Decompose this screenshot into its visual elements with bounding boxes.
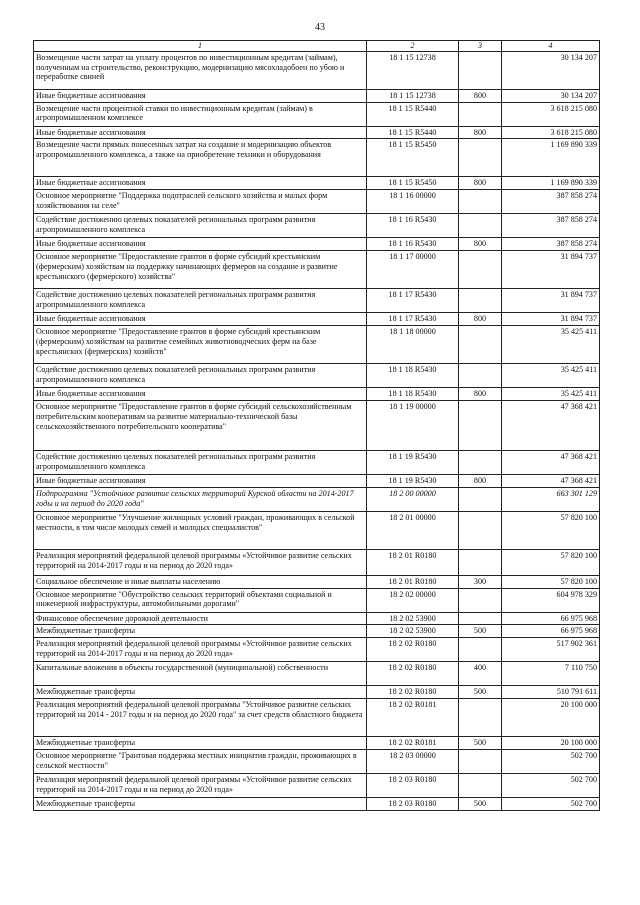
row-code: 18 2 02 R0181 <box>367 737 459 750</box>
row-code: 18 1 15 R5450 <box>367 177 459 190</box>
row-expense-type: 800 <box>459 177 502 190</box>
column-header-4: 4 <box>502 41 600 52</box>
row-amount: 387 858 274 <box>502 238 600 251</box>
row-code: 18 2 02 R0181 <box>367 699 459 737</box>
row-expense-type <box>459 289 502 313</box>
row-name: Основное мероприятие "Предоставление грантов в форме субсидий сельскохозяйственным потребительским кооперативам на развитие материально-технической базы сельскохозяйственного потребительского кооператива" <box>34 400 367 450</box>
table-row <box>34 89 600 102</box>
row-name: Капитальные вложения в объекты государственной (муниципальной) собственности <box>34 662 367 686</box>
row-amount: 3 618 215 080 <box>502 126 600 139</box>
row-code: 18 2 02 R0180 <box>367 662 459 686</box>
row-code: 18 1 18 00000 <box>367 326 459 364</box>
row-expense-type <box>459 699 502 737</box>
row-code: 18 1 19 R5430 <box>367 450 459 474</box>
row-expense-type: 500 <box>459 798 502 811</box>
row-amount: 502 700 <box>502 774 600 798</box>
row-name: Иные бюджетные ассигнования <box>34 177 367 190</box>
row-name: Финансовое обеспечение дорожной деятельности <box>34 612 367 625</box>
table-row <box>34 102 600 126</box>
row-expense-type <box>459 774 502 798</box>
row-name: Межбюджетные трансферты <box>34 798 367 811</box>
row-code: 18 2 00 00000 <box>367 487 459 511</box>
budget-table <box>33 40 600 811</box>
row-expense-type: 800 <box>459 126 502 139</box>
row-amount: 57 820 100 <box>502 575 600 588</box>
table-row <box>34 289 600 313</box>
row-code: 18 1 15 R5440 <box>367 126 459 139</box>
row-amount: 31 894 737 <box>502 313 600 326</box>
row-expense-type <box>459 511 502 549</box>
row-code: 18 1 17 00000 <box>367 251 459 289</box>
column-header-2: 2 <box>367 41 459 52</box>
table-row <box>34 177 600 190</box>
column-header-1: 1 <box>34 41 367 52</box>
row-amount: 66 975 968 <box>502 625 600 638</box>
table-row <box>34 737 600 750</box>
table-row <box>34 190 600 214</box>
table-row <box>34 400 600 450</box>
row-name: Межбюджетные трансферты <box>34 625 367 638</box>
row-name: Подпрограмма "Устойчивое развитие сельских территорий Курской области на 2014-2017 годы и на период до 2020 года" <box>34 487 367 511</box>
table-row <box>34 638 600 662</box>
row-name: Иные бюджетные ассигнования <box>34 238 367 251</box>
row-name: Основное мероприятие "Улучшение жилищных условий граждан, проживающих в сельской местности, в том числе молодых семей и молодых специалистов" <box>34 511 367 549</box>
row-name: Реализация мероприятий федеральной целевой программы "Устойчивое развитие сельских территорий на 2014 - 2017 годы и на период до 2020 года" за счет средств областного бюджета <box>34 699 367 737</box>
row-amount: 1 169 890 339 <box>502 177 600 190</box>
row-expense-type <box>459 51 502 89</box>
row-code: 18 2 02 53900 <box>367 612 459 625</box>
row-name: Содействие достижению целевых показателей региональных программ развития агропромышленного комплекса <box>34 214 367 238</box>
table-row <box>34 474 600 487</box>
row-code: 18 2 03 R0180 <box>367 798 459 811</box>
row-code: 18 1 17 R5430 <box>367 289 459 313</box>
row-expense-type <box>459 450 502 474</box>
row-code: 18 1 17 R5430 <box>367 313 459 326</box>
column-number-row <box>34 41 600 52</box>
table-row <box>34 388 600 401</box>
row-amount: 47 368 421 <box>502 400 600 450</box>
row-code: 18 1 15 12738 <box>367 89 459 102</box>
row-amount: 7 110 750 <box>502 662 600 686</box>
row-amount: 517 902 361 <box>502 638 600 662</box>
row-name: Содействие достижению целевых показателей региональных программ развития агропромышленного комплекса <box>34 364 367 388</box>
row-expense-type: 500 <box>459 686 502 699</box>
row-name: Возмещение части процентной ставки по инвестиционным кредитам (займам) в агропромышленном комплексе <box>34 102 367 126</box>
row-amount: 387 858 274 <box>502 214 600 238</box>
row-code: 18 1 15 R5450 <box>367 139 459 177</box>
row-amount: 30 134 207 <box>502 89 600 102</box>
table-row <box>34 750 600 774</box>
row-amount: 57 820 100 <box>502 549 600 575</box>
row-expense-type <box>459 214 502 238</box>
row-code: 18 1 16 R5430 <box>367 238 459 251</box>
row-code: 18 1 18 R5430 <box>367 364 459 388</box>
row-amount: 663 301 129 <box>502 487 600 511</box>
row-amount: 30 134 207 <box>502 51 600 89</box>
row-name: Содействие достижению целевых показателей региональных программ развития агропромышленного комплекса <box>34 289 367 313</box>
row-expense-type <box>459 612 502 625</box>
row-name: Реализация мероприятий федеральной целевой программы «Устойчивое развитие сельских территорий на 2014-2017 годы и на период до 2020 года» <box>34 774 367 798</box>
row-expense-type <box>459 251 502 289</box>
row-amount: 47 368 421 <box>502 474 600 487</box>
table-row <box>34 774 600 798</box>
row-amount: 604 978 329 <box>502 588 600 612</box>
row-expense-type: 800 <box>459 388 502 401</box>
row-amount: 31 894 737 <box>502 251 600 289</box>
table-row <box>34 139 600 177</box>
row-name: Возмещение части затрат на уплату процентов по инвестиционным кредитам (займам), полученным на строительство, реконструкцию, модернизацию мясохладобоен по убою и переработке свиней <box>34 51 367 89</box>
row-code: 18 1 19 R5430 <box>367 474 459 487</box>
table-row <box>34 51 600 89</box>
row-expense-type <box>459 190 502 214</box>
row-amount: 502 700 <box>502 750 600 774</box>
row-name: Иные бюджетные ассигнования <box>34 126 367 139</box>
row-name: Основное мероприятие "Предоставление грантов в форме субсидий крестьянским (фермерским) хозяйствам на развитие семейных животноводческих ферм на базе крестьянских (фермерских) хозяйств" <box>34 326 367 364</box>
row-name: Иные бюджетные ассигнования <box>34 474 367 487</box>
row-amount: 47 368 421 <box>502 450 600 474</box>
table-row <box>34 549 600 575</box>
row-name: Иные бюджетные ассигнования <box>34 388 367 401</box>
row-expense-type: 800 <box>459 238 502 251</box>
row-expense-type <box>459 588 502 612</box>
row-expense-type <box>459 400 502 450</box>
table-row <box>34 238 600 251</box>
row-expense-type <box>459 364 502 388</box>
row-code: 18 2 01 R0180 <box>367 549 459 575</box>
row-expense-type: 300 <box>459 575 502 588</box>
row-amount: 35 425 411 <box>502 364 600 388</box>
row-amount: 31 894 737 <box>502 289 600 313</box>
row-expense-type <box>459 549 502 575</box>
row-expense-type <box>459 102 502 126</box>
row-expense-type: 500 <box>459 625 502 638</box>
row-amount: 57 820 100 <box>502 511 600 549</box>
row-amount: 502 700 <box>502 798 600 811</box>
row-expense-type <box>459 750 502 774</box>
row-name: Межбюджетные трансферты <box>34 737 367 750</box>
row-name: Основное мероприятие "Поддержка подотраслей сельского хозяйства и малых форм хозяйствования на селе" <box>34 190 367 214</box>
row-amount: 1 169 890 339 <box>502 139 600 177</box>
table-row <box>34 612 600 625</box>
row-code: 18 2 03 00000 <box>367 750 459 774</box>
table-row <box>34 313 600 326</box>
row-expense-type <box>459 638 502 662</box>
row-name: Иные бюджетные ассигнования <box>34 313 367 326</box>
row-code: 18 1 18 R5430 <box>367 388 459 401</box>
row-amount: 35 425 411 <box>502 388 600 401</box>
row-amount: 387 858 274 <box>502 190 600 214</box>
row-amount: 20 100 000 <box>502 737 600 750</box>
table-row <box>34 214 600 238</box>
page-number: 43 <box>315 22 325 33</box>
row-code: 18 1 16 00000 <box>367 190 459 214</box>
table-row <box>34 364 600 388</box>
table-row <box>34 798 600 811</box>
table-row <box>34 487 600 511</box>
row-amount: 35 425 411 <box>502 326 600 364</box>
row-code: 18 2 02 53900 <box>367 625 459 638</box>
row-code: 18 2 02 R0180 <box>367 686 459 699</box>
row-code: 18 2 01 00000 <box>367 511 459 549</box>
row-code: 18 1 16 R5430 <box>367 214 459 238</box>
row-name: Основное мероприятие "Обустройство сельских территорий объектами социальной и инженерной инфраструктуры, автомобильными дорогами" <box>34 588 367 612</box>
row-amount: 510 791 611 <box>502 686 600 699</box>
table-row <box>34 450 600 474</box>
row-code: 18 1 15 R5440 <box>367 102 459 126</box>
row-code: 18 2 01 R0180 <box>367 575 459 588</box>
table-row <box>34 575 600 588</box>
table-row <box>34 588 600 612</box>
table-row <box>34 511 600 549</box>
row-expense-type: 800 <box>459 474 502 487</box>
row-code: 18 2 03 R0180 <box>367 774 459 798</box>
row-code: 18 1 15 12738 <box>367 51 459 89</box>
row-code: 18 2 02 R0180 <box>367 638 459 662</box>
row-expense-type <box>459 139 502 177</box>
table-row <box>34 126 600 139</box>
table-row <box>34 251 600 289</box>
row-expense-type: 500 <box>459 737 502 750</box>
row-name: Основное мероприятие "Предоставление грантов в форме субсидий крестьянским (фермерским) хозяйствам на поддержку начинающих фермеров на создание и развитие крестьянского (фермерского) хозяйства" <box>34 251 367 289</box>
row-expense-type <box>459 487 502 511</box>
row-name: Иные бюджетные ассигнования <box>34 89 367 102</box>
table-row <box>34 686 600 699</box>
row-name: Содействие достижению целевых показателей региональных программ развития агропромышленного комплекса <box>34 450 367 474</box>
row-expense-type: 800 <box>459 313 502 326</box>
row-name: Социальное обеспечение и иные выплаты населению <box>34 575 367 588</box>
row-name: Реализация мероприятий федеральной целевой программы «Устойчивое развитие сельских территорий на 2014-2017 годы и на период до 2020 года» <box>34 638 367 662</box>
row-amount: 20 100 000 <box>502 699 600 737</box>
row-code: 18 2 02 00000 <box>367 588 459 612</box>
row-amount: 66 975 968 <box>502 612 600 625</box>
row-expense-type: 400 <box>459 662 502 686</box>
row-amount: 3 618 215 080 <box>502 102 600 126</box>
table-row <box>34 625 600 638</box>
table-row <box>34 326 600 364</box>
row-name: Межбюджетные трансферты <box>34 686 367 699</box>
row-expense-type: 800 <box>459 89 502 102</box>
row-name: Основное мероприятие "Грантовая поддержка местных инициатив граждан, проживающих в сельской местности" <box>34 750 367 774</box>
row-expense-type <box>459 326 502 364</box>
row-name: Возмещение части прямых понесенных затрат на создание и модернизацию объектов агропромышленного комплекса, а также на приобретение техники и оборудования <box>34 139 367 177</box>
table-row <box>34 662 600 686</box>
row-code: 18 1 19 00000 <box>367 400 459 450</box>
column-header-3: 3 <box>459 41 502 52</box>
table-row <box>34 699 600 737</box>
row-name: Реализация мероприятий федеральной целевой программы «Устойчивое развитие сельских территорий на 2014-2017 годы и на период до 2020 года» <box>34 549 367 575</box>
